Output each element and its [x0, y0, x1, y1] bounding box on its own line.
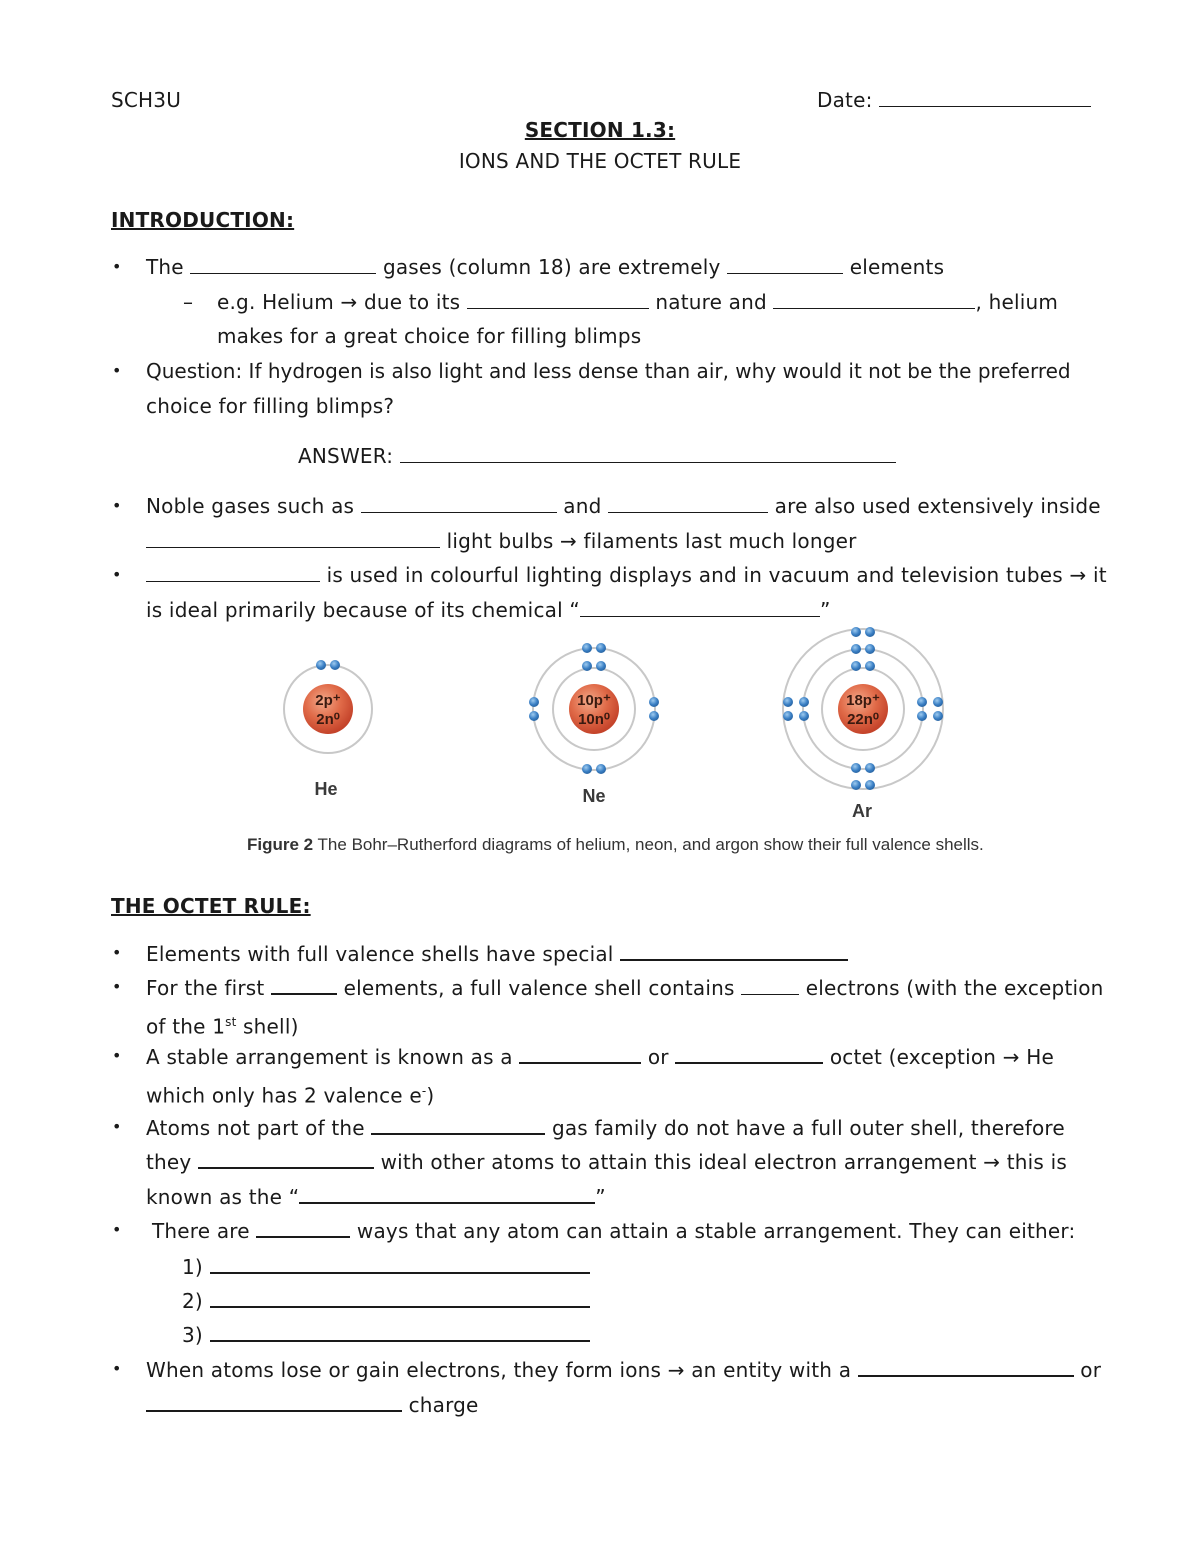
figure-caption-text: The Bohr–Rutherford diagrams of helium, neon, and argon show their full valence shells. [317, 835, 984, 854]
electron [851, 780, 861, 790]
bullet-icon: • [112, 496, 122, 515]
dash-icon: – [183, 290, 193, 314]
intro-bullet-4: is used in colourful lighting displays and in vacuum and television tubes → it [146, 563, 1107, 587]
electron [917, 711, 927, 721]
octet-bullet-4-line2: they with other atoms to attain this ideal electron arrangement → this is [146, 1150, 1067, 1174]
electron [799, 697, 809, 707]
octet-rule-heading: THE OCTET RULE: [111, 894, 311, 918]
electron [851, 644, 861, 654]
octet-bullet-3-line2: which only has 2 valence e-) [146, 1083, 435, 1108]
octet-bullet-4: Atoms not part of the gas family do not have a full outer shell, therefore [146, 1116, 1065, 1140]
neon-symbol: Ne [582, 786, 606, 806]
electron [596, 661, 606, 671]
octet-bullet-3: A stable arrangement is known as a or octet (exception → He [146, 1045, 1054, 1069]
figure-caption-label: Figure 2 [247, 835, 314, 854]
argon-neutrons: 22n⁰ [847, 711, 879, 728]
bullet-icon: • [112, 565, 122, 584]
blank-noble-family[interactable] [371, 1115, 545, 1135]
date-field [817, 88, 1091, 112]
blank-noble[interactable] [190, 255, 376, 274]
bullet-icon: • [112, 361, 122, 380]
electron [865, 627, 875, 637]
electron [582, 661, 592, 671]
intro-bullet-1: The gases (column 18) are extremely elements [146, 255, 945, 279]
electron [799, 711, 809, 721]
octet-bullet-5: There are ways that any atom can attain a stable arrangement. They can either: [152, 1219, 1076, 1243]
blank-stability[interactable] [620, 941, 848, 961]
blank-way-3[interactable] [210, 1322, 590, 1342]
blank-light[interactable] [467, 290, 649, 309]
blank-number-elements[interactable] [271, 975, 337, 995]
blank-gas-1[interactable] [361, 494, 557, 513]
electron [851, 763, 861, 773]
bullet-icon: • [112, 1220, 122, 1239]
blank-stable-octet-1[interactable] [519, 1044, 641, 1064]
blank-charge-2[interactable] [146, 1392, 402, 1412]
introduction-heading: INTRODUCTION: [111, 208, 295, 232]
electron [649, 697, 659, 707]
electron [529, 697, 539, 707]
electron [933, 697, 943, 707]
octet-bullet-4-line3: known as the “ ” [146, 1185, 606, 1209]
electron [933, 711, 943, 721]
answer-label: ANSWER: [298, 444, 394, 468]
octet-bullet-1: Elements with full valence shells have special [146, 941, 848, 966]
blank-chemical-property[interactable] [580, 598, 820, 617]
electron [596, 764, 606, 774]
bullet-icon: • [112, 943, 122, 962]
bullet-icon: • [112, 977, 122, 996]
helium-protons: 2p⁺ [315, 692, 341, 709]
blank-way-2[interactable] [210, 1288, 590, 1308]
intro-bullet-3-line2: light bulbs → filaments last much longer [146, 529, 857, 553]
question-line1: Question: If hydrogen is also light and less dense than air, why would it not be the preferred [146, 359, 1071, 383]
electron [529, 711, 539, 721]
argon-symbol: Ar [851, 801, 873, 821]
intro-bullet-4-line2: is ideal primarily because of its chemical “ ” [146, 598, 831, 622]
octet-bullet-6-line2: charge [146, 1392, 479, 1417]
electron [649, 711, 659, 721]
neon-protons: 10p⁺ [577, 692, 611, 709]
blank-rule-name[interactable] [299, 1184, 595, 1204]
helium-neutrons: 2n⁰ [316, 711, 340, 728]
blank-way-1[interactable] [210, 1254, 590, 1274]
bohr-diagrams-figure [240, 622, 970, 827]
helium-atom [284, 660, 372, 799]
section-subtitle: IONS AND THE OCTET RULE [458, 149, 742, 173]
electron [865, 763, 875, 773]
argon-protons: 18p⁺ [846, 692, 880, 709]
electron [783, 711, 793, 721]
electron [865, 644, 875, 654]
bullet-icon: • [112, 257, 122, 276]
intro-sub-line2: makes for a great choice for filling blimps [217, 324, 642, 348]
question-line2: choice for filling blimps? [146, 394, 395, 418]
argon-atom [783, 627, 943, 821]
blank-nonflammable[interactable] [773, 290, 975, 309]
electron [851, 661, 861, 671]
neon-neutrons: 10n⁰ [578, 711, 610, 728]
way-1: 1) [182, 1254, 590, 1279]
octet-bullet-2-line2: of the 1st shell) [146, 1014, 299, 1039]
way-2: 2) [182, 1288, 590, 1313]
electron [865, 780, 875, 790]
electron [851, 627, 861, 637]
blank-bond[interactable] [198, 1149, 374, 1169]
section-title: SECTION 1.3: [524, 118, 676, 142]
date-label: Date: [817, 88, 873, 112]
blank-number-ways[interactable] [256, 1218, 350, 1238]
date-blank[interactable] [879, 88, 1091, 107]
bullet-icon: • [112, 1359, 122, 1378]
blank-gas-3[interactable] [146, 563, 320, 582]
electron [582, 764, 592, 774]
bullet-icon: • [112, 1117, 122, 1136]
way-3: 3) [182, 1322, 590, 1347]
electron [865, 661, 875, 671]
octet-bullet-6: When atoms lose or gain electrons, they form ions → an entity with a or [146, 1358, 1102, 1382]
answer-row [298, 444, 896, 468]
neon-atom [529, 643, 659, 806]
course-code: SCH3U [111, 88, 182, 112]
blank-bulb-type[interactable] [146, 529, 440, 548]
intro-sub-bullet: e.g. Helium → due to its nature and , helium [217, 290, 1059, 314]
electron [596, 643, 606, 653]
electron [917, 697, 927, 707]
answer-blank[interactable] [400, 444, 896, 463]
blank-unreactive[interactable] [727, 255, 843, 274]
blank-charge-1[interactable] [858, 1357, 1074, 1377]
blank-number-electrons[interactable] [741, 976, 799, 995]
bullet-icon: • [112, 1046, 122, 1065]
electron [582, 643, 592, 653]
blank-stable-octet-2[interactable] [675, 1044, 823, 1064]
electron [330, 660, 340, 670]
helium-symbol: He [314, 779, 338, 799]
electron [783, 697, 793, 707]
figure-caption [247, 835, 984, 855]
octet-bullet-2: For the first elements, a full valence shell contains electrons (with the exception [146, 976, 1104, 1000]
blank-gas-2[interactable] [608, 494, 768, 513]
electron [316, 660, 326, 670]
intro-bullet-3: Noble gases such as and are also used extensively inside [146, 494, 1101, 518]
